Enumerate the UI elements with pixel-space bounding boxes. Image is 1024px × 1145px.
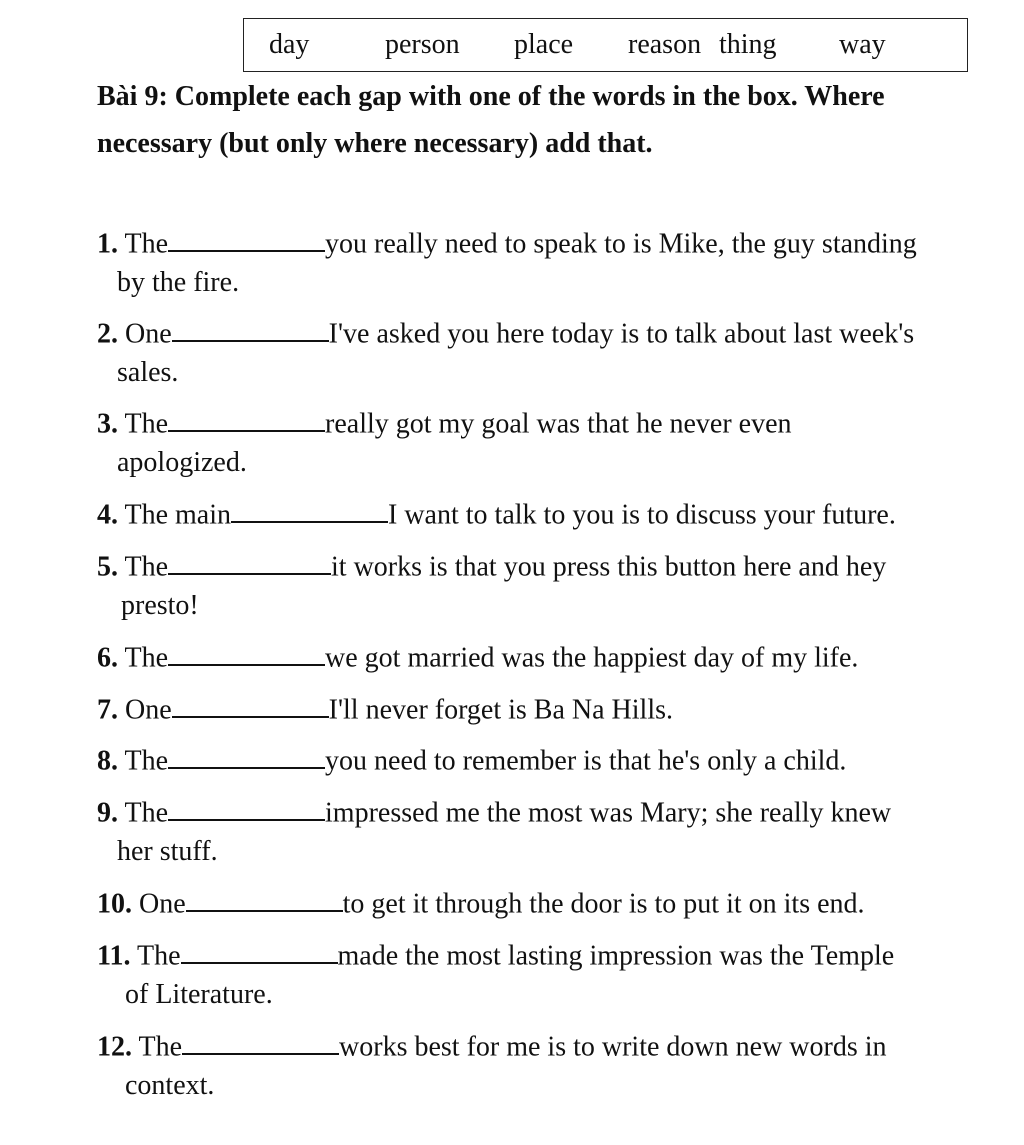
- exercise-after: made the most lasting impression was the Temple: [337, 940, 895, 972]
- exercise-item: [97, 687, 977, 729]
- exercise-continuation: sales.: [117, 357, 179, 389]
- exercise-after: I've asked you here today is to talk about last week's: [328, 318, 915, 350]
- exercise-item: [97, 544, 977, 625]
- exercise-before: One: [132, 888, 186, 920]
- exercise-continuation: apologized.: [117, 447, 247, 479]
- exercise-continuation: presto!: [121, 590, 199, 622]
- word-box: [243, 18, 968, 72]
- word-reason: reason: [628, 29, 702, 60]
- answer-gap[interactable]: [168, 544, 331, 575]
- exercise-item: [97, 738, 977, 780]
- exercise-number: 1.: [97, 228, 118, 260]
- exercise-continuation: her stuff.: [117, 836, 218, 868]
- exercise-before: The main: [118, 499, 232, 531]
- exercise-continuation: of Literature.: [125, 979, 273, 1011]
- exercise-number: 5.: [97, 551, 118, 583]
- exercise-after: I'll never forget is Ba Na Hills.: [328, 694, 673, 726]
- exercise-before: The: [130, 940, 181, 972]
- exercise-after: you need to remember is that he's only a child.: [325, 745, 847, 777]
- answer-gap[interactable]: [231, 492, 388, 523]
- exercise-number: 8.: [97, 745, 118, 777]
- answer-gap[interactable]: [186, 881, 343, 912]
- exercise-number: 2.: [97, 318, 118, 350]
- exercise-item: [97, 790, 977, 871]
- answer-gap[interactable]: [172, 311, 329, 342]
- answer-gap[interactable]: [181, 933, 338, 964]
- exercise-after: you really need to speak to is Mike, the guy standing: [325, 228, 917, 260]
- exercise-before: The: [118, 745, 169, 777]
- exercise-item: [97, 492, 977, 534]
- exercise-item: [97, 221, 977, 302]
- answer-gap[interactable]: [182, 1024, 339, 1055]
- answer-gap[interactable]: [168, 221, 325, 252]
- word-person: person: [385, 29, 460, 60]
- exercise-after: works best for me is to write down new words in: [339, 1031, 887, 1063]
- exercise-item: [97, 635, 977, 677]
- exercise-item: [97, 933, 977, 1014]
- answer-gap[interactable]: [168, 790, 325, 821]
- exercise-title: Bài 9: Complete each gap with one of the words in the box. Where necessary (but only where necessary) add that.: [97, 81, 885, 159]
- exercise-item: [97, 401, 977, 482]
- exercise-before: The: [118, 408, 169, 440]
- exercise-before: The: [118, 551, 169, 583]
- word-thing: thing: [719, 29, 777, 60]
- word-place: place: [514, 29, 574, 60]
- word-day: day: [269, 29, 310, 60]
- exercise-before: The: [118, 642, 169, 674]
- exercise-number: 10.: [97, 888, 132, 920]
- exercise-continuation: context.: [125, 1070, 215, 1102]
- exercise-number: 7.: [97, 694, 118, 726]
- exercise-number: 11.: [97, 940, 131, 972]
- answer-gap[interactable]: [168, 401, 325, 432]
- answer-gap[interactable]: [168, 635, 325, 666]
- exercise-after: we got married was the happiest day of my life.: [325, 642, 859, 674]
- exercise-after: to get it through the door is to put it on its end.: [342, 888, 865, 920]
- exercise-continuation: by the fire.: [117, 267, 240, 299]
- exercise-after: impressed me the most was Mary; she really knew: [325, 797, 892, 829]
- exercise-after: it works is that you press this button here and hey: [331, 551, 887, 583]
- exercise-number: 9.: [97, 797, 118, 829]
- exercise-number: 3.: [97, 408, 118, 440]
- exercise-after: really got my goal was that he never even: [325, 408, 792, 440]
- word-way: way: [839, 29, 886, 60]
- exercise-number: 6.: [97, 642, 118, 674]
- answer-gap[interactable]: [168, 738, 325, 769]
- exercise-before: The: [132, 1031, 183, 1063]
- exercise-after: I want to talk to you is to discuss your future.: [388, 499, 896, 531]
- answer-gap[interactable]: [172, 687, 329, 718]
- exercise-before: The: [118, 797, 169, 829]
- exercise-before: One: [118, 694, 172, 726]
- exercise-before: One: [118, 318, 172, 350]
- exercise-number: 12.: [97, 1031, 132, 1063]
- exercise-before: The: [118, 228, 169, 260]
- exercise-item: [97, 1024, 977, 1105]
- exercise-item: [97, 881, 977, 923]
- exercise-number: 4.: [97, 499, 118, 531]
- exercise-item: [97, 311, 977, 392]
